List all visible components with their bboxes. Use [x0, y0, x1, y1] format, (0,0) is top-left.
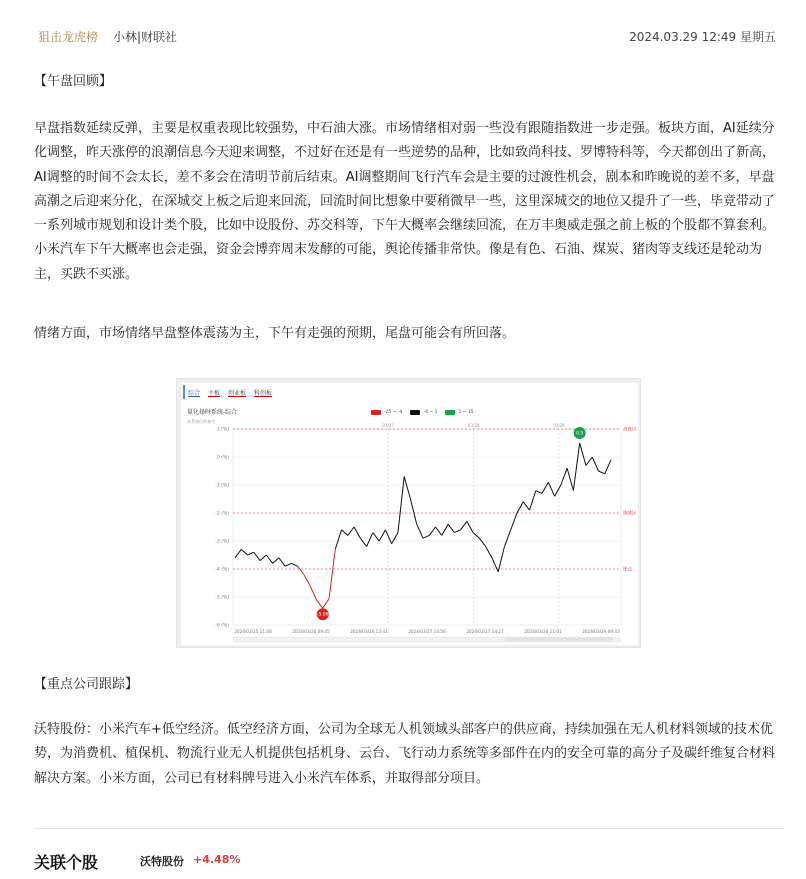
- y-tick-label: -2 (%): [215, 511, 229, 517]
- series-segment: [492, 558, 498, 572]
- series-segment: [511, 513, 517, 530]
- x-tick-label: 2024/03/26 13:41: [350, 629, 388, 634]
- related-stock-change: +4.48%: [193, 853, 241, 866]
- article-paragraph-3: 沃特股份：小米汽车+低空经济。低空经济方面，公司为全球无人机领域头部客户的供应商，持续加强在无人机材料领域的技术优势，为消费机、植保机、物流行业无人机提供包括机身、云台、飞行动力系统等多部件在内的安全可靠的高分子及碳纤维复合材料解决方案。小米方面，公司已有材料牌号进入小米汽车体系，并取得部分项目。: [34, 722, 776, 786]
- publish-datetime: 2024.03.29 12:49 星期五: [629, 30, 776, 44]
- x-tick-label: 2024/03/28 11:01: [524, 629, 562, 634]
- series-segment: [417, 524, 423, 538]
- series-segment: [379, 530, 385, 541]
- x-tick-label: 2024/03/26 09:45: [292, 629, 330, 634]
- tab-chinext[interactable]: 创业板: [228, 389, 247, 397]
- series-segment: [266, 555, 272, 563]
- series-segment: [254, 552, 260, 560]
- series-segment: [605, 460, 611, 474]
- line-chart: [181, 383, 638, 645]
- series-segment: [404, 477, 410, 499]
- related-stock-name[interactable]: 沃特股份: [140, 855, 184, 868]
- series-segment: [410, 499, 416, 524]
- series-segment: [354, 527, 360, 538]
- series-segment: [592, 457, 598, 471]
- series-segment: [498, 547, 504, 572]
- chart-panel: [181, 383, 638, 645]
- series-segment: [454, 530, 460, 533]
- reference-line-label: 情绪区: [623, 511, 637, 517]
- series-segment: [260, 555, 266, 561]
- series-segment: [285, 563, 291, 566]
- series-segment: [555, 485, 561, 496]
- series-segment: [291, 563, 297, 566]
- section-heading-midday-review: 【午盘回顾】: [34, 74, 113, 89]
- series-segment: [392, 533, 398, 544]
- y-tick-label: -6 (%): [215, 623, 229, 629]
- data-marker-label: -5.06: [316, 612, 329, 618]
- series-segment: [573, 443, 579, 491]
- related-stocks-title: 关联个股: [34, 853, 99, 872]
- series-segment: [536, 491, 542, 494]
- series-segment: [248, 552, 254, 555]
- y-tick-label: -1 (%): [215, 483, 229, 489]
- series-segment: [473, 533, 479, 539]
- series-segment: [373, 533, 379, 541]
- series-segment: [348, 527, 354, 535]
- series-segment: [523, 502, 529, 510]
- series-segment: [423, 535, 429, 538]
- tab-main-board[interactable]: 主板: [208, 389, 221, 397]
- series-segment: [360, 538, 366, 546]
- column-link[interactable]: 狙击龙虎榜: [38, 30, 99, 44]
- x-tick-label: 2024/03/29 09:43: [582, 629, 620, 634]
- series-segment: [367, 533, 373, 547]
- series-segment: [442, 524, 448, 535]
- series-segment: [517, 502, 523, 513]
- x-tick-label: 2024/03/25 11:08: [234, 629, 272, 634]
- series-segment: [279, 558, 285, 566]
- series-segment: [598, 471, 604, 474]
- article-paragraph-2: 情绪方面，市场情绪早盘整体震荡为主，下午有走强的预期，尾盘可能会有所回落。: [34, 326, 516, 341]
- series-segment: [448, 524, 454, 532]
- series-segment: [530, 491, 536, 511]
- y-tick-label: 1 (%): [216, 427, 229, 433]
- reference-line-label: 冰点: [623, 567, 632, 573]
- day-marker-label: 03/28: [467, 423, 480, 428]
- day-marker-label: 03/29: [553, 423, 565, 428]
- x-tick-label: 2024/03/27 10:56: [408, 629, 446, 634]
- series-segment: [567, 468, 573, 490]
- y-tick-label: 0 (%): [216, 455, 229, 461]
- series-segment: [542, 482, 548, 493]
- series-segment: [235, 549, 241, 557]
- series-segment: [304, 575, 310, 586]
- series-segment: [436, 527, 442, 535]
- series-segment: [580, 443, 586, 465]
- series-segment: [298, 566, 304, 574]
- y-tick-label: -5 (%): [215, 595, 229, 601]
- series-segment: [273, 558, 279, 564]
- series-segment: [561, 468, 567, 485]
- series-segment: [504, 530, 510, 547]
- series-segment: [461, 521, 467, 529]
- series-segment: [385, 530, 391, 544]
- series-segment: [586, 457, 592, 465]
- series-segment: [486, 547, 492, 558]
- section-divider: [34, 828, 784, 829]
- series-segment: [342, 530, 348, 536]
- y-tick-label: -4 (%): [215, 567, 229, 573]
- series-segment: [429, 527, 435, 535]
- series-segment: [316, 600, 322, 608]
- series-segment: [479, 538, 485, 546]
- y-tick-label: -3 (%): [215, 539, 229, 545]
- series-segment: [467, 521, 473, 532]
- section-heading-key-companies: 【重点公司跟踪】: [34, 677, 139, 692]
- chart-subtitle: 本系统仅供参考: [187, 419, 215, 424]
- series-segment: [323, 599, 329, 609]
- article-header: [0, 0, 806, 60]
- article-paragraph-1: 早盘指数延续反弹，主要是权重表现比较强势，中石油大涨。市场情绪相对弱一些没有跟随指数进一步走强。板块方面，AI延续分化调整，昨天涨停的浪潮信息今天迎来调整，不过好在还是有一些逆势的品种，比如致尚科技、罗博特科等，今天都创出了新高，AI调整的时间不会太长，差不多会在清明节前后结束。AI调整期间飞行汽车会是主要的过渡性机会，剧本和昨晚说的差不多，早盘高潮之后迎来分化，在深城交上板之后迎来回流，回流时间比想象中要稍微早一些，这里深城交的地位又提升了一些，毕竟带动了一系列城市规划和设计类个股，比如中设股份、苏交科等，下午大概率会继续回流，在万丰奥威走强之前上板的个股都不算套利。小米汽车下午大概率也会走强，资金会博弈周末发酵的可能，舆论传播非常快。像是有色、石油、煤炭、猪肉等支线还是轮动为主，买跌不买涨。: [34, 121, 776, 282]
- chart-scrollbar-thumb: [505, 638, 614, 642]
- day-marker-label: 03/27: [382, 423, 394, 428]
- chart-title: 量化择时系统-综合: [187, 409, 238, 416]
- tab-star-market[interactable]: 科创板: [254, 389, 273, 397]
- legend-label-green: 1 ~ 15: [458, 410, 474, 415]
- chart-image: [176, 378, 641, 648]
- series-segment: [329, 549, 335, 598]
- legend-label-black: -4 ~ 1: [423, 410, 438, 415]
- series-segment: [310, 586, 316, 600]
- series-segment: [335, 530, 341, 550]
- reference-line-label: 高度区: [623, 427, 637, 433]
- author-label: 小林|财联社: [113, 30, 178, 44]
- x-tick-label: 2024/03/27 14:27: [466, 629, 504, 634]
- tab-composite[interactable]: 综合: [188, 389, 201, 397]
- plot-area: [233, 429, 621, 625]
- series-segment: [548, 482, 554, 496]
- data-marker-label: 0.5: [576, 431, 584, 437]
- legend-label-red: -25 ~ -4: [384, 410, 403, 415]
- series-segment: [241, 549, 247, 555]
